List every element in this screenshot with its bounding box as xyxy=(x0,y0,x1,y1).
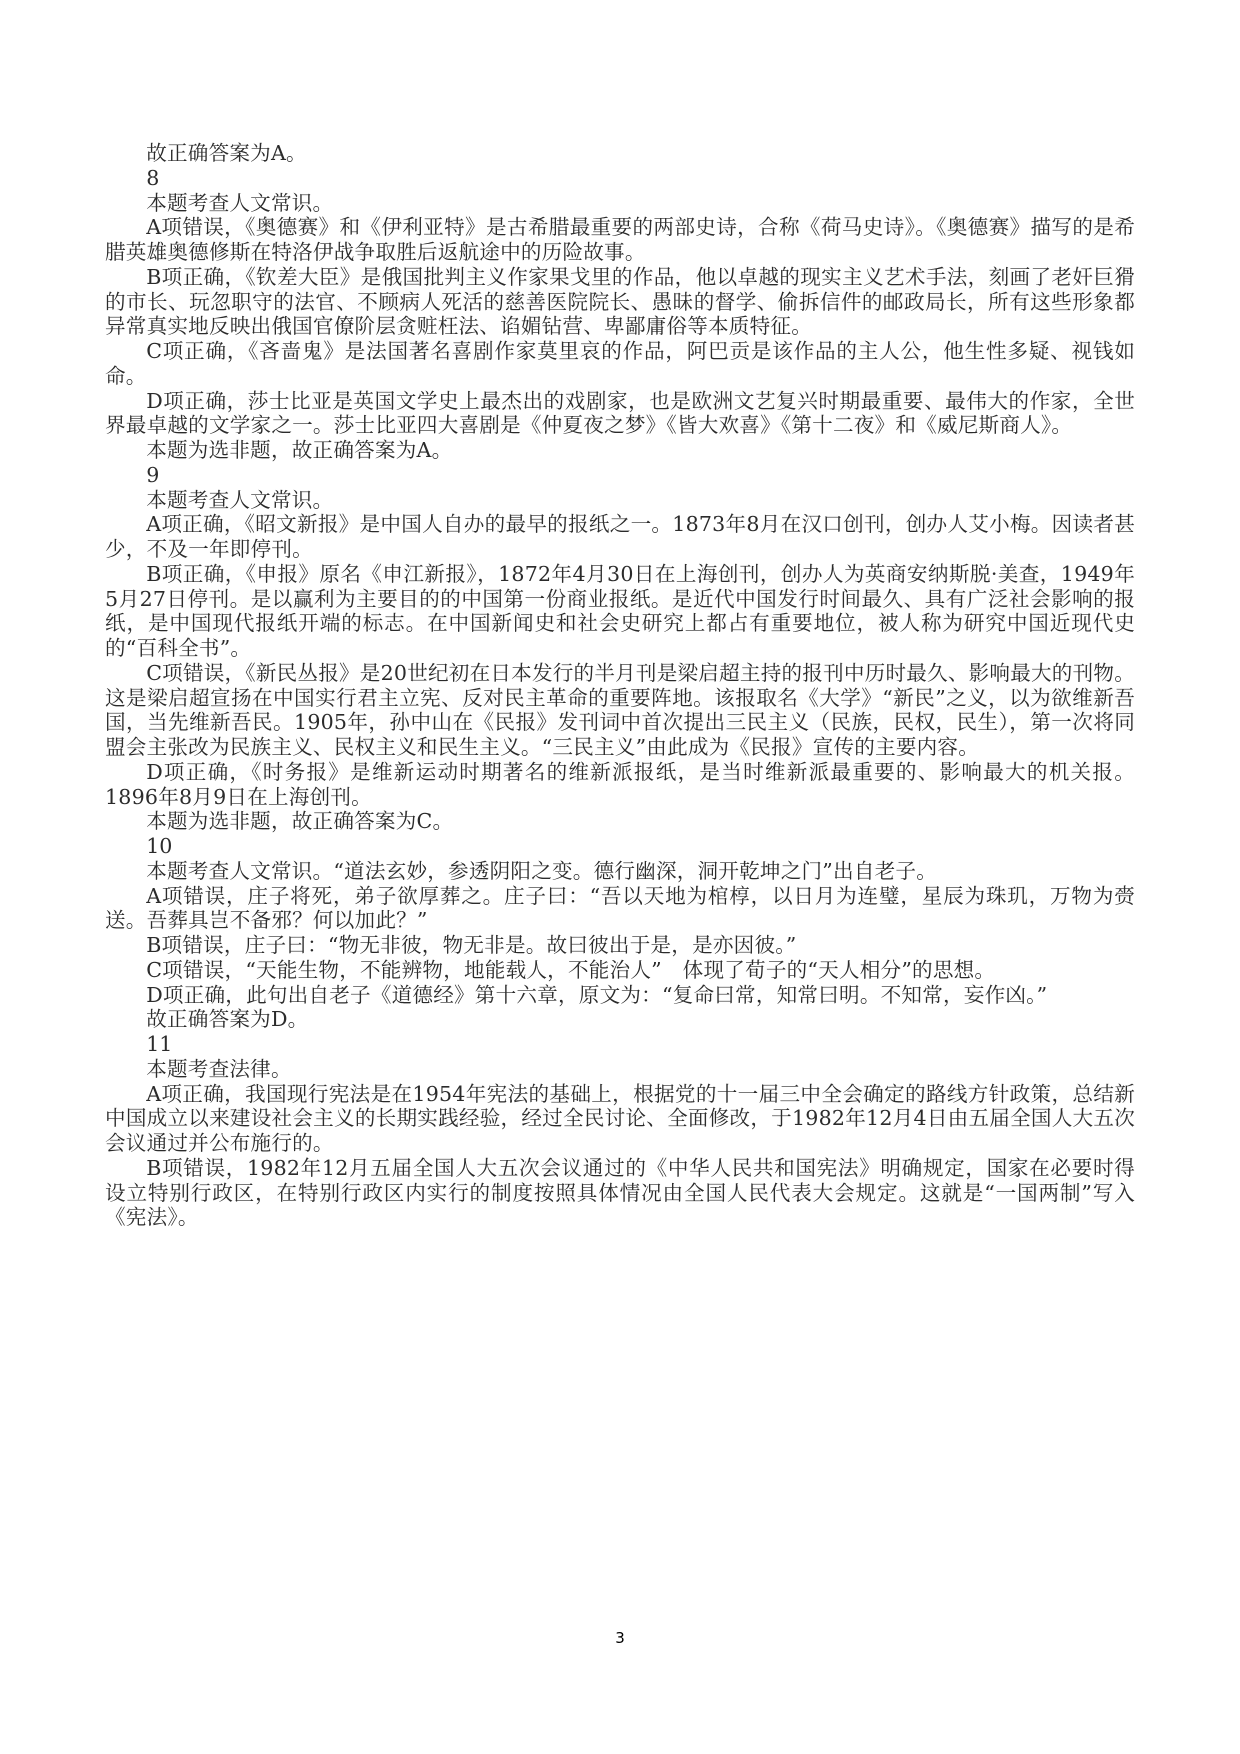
option-c-explanation-q8: C项正确，《吝啬鬼》是法国著名喜剧作家莫里哀的作品，阿巴贡是该作品的主人公，他生性多疑、视钱如命。 xyxy=(105,339,1135,388)
question-number-9: 9 xyxy=(146,462,160,487)
option-a-explanation-q8: A项错误，《奥德赛》和《伊利亚特》是古希腊最重要的两部史诗，合称《荷马史诗》。《奥德赛》描写的是希腊英雄奥德修斯在特洛伊战争取胜后返航途中的历险故事。 xyxy=(105,215,1135,264)
option-b-explanation-q11: B项错误，1982年12月五届全国人大五次会议通过的《中华人民共和国宪法》明确规定，国家在必要时得设立特别行政区，在特别行政区内实行的制度按照具体情况由全国人民代表大会规定。这就是“一国两制”写入《宪法》。 xyxy=(105,1155,1135,1230)
answer-line-q7: 故正确答案为A。 xyxy=(146,141,307,165)
option-c-explanation-q10: C项错误，“天能生物，不能辨物，地能载人，不能治人” 体现了荀子的“天人相分”的思想。 xyxy=(146,957,996,982)
topic-line-q9: 本题考查人文常识。 xyxy=(146,487,334,512)
option-a-explanation-q9: A项正确，《昭文新报》是中国人自办的最早的报纸之一。1873年8月在汉口创刊，创办人艾小梅。因读者甚少，不及一年即停刊。 xyxy=(105,512,1135,561)
document-body xyxy=(105,141,1135,1230)
option-b-explanation-q9: B项正确，《申报》原名《申江新报》，1872年4月30日在上海创刊，创办人为英商安纳斯脱·美查，1949年5月27日停刊。是以赢利为主要目的的中国第一份商业报纸。是近代中国发行时间最久、具有广泛社会影响的报纸，是中国现代报纸开端的标志。在中国新闻史和社会史研究上都占有重要地位，被人称为研究中国近现代史的“百科全书”。 xyxy=(105,561,1135,660)
option-b-explanation-q8: B项正确，《钦差大臣》是俄国批判主义作家果戈里的作品，他以卓越的现实主义艺术手法，刻画了老奸巨猾的市长、玩忽职守的法官、不顾病人死活的慈善医院院长、愚昧的督学、偷拆信件的邮政局长，所有这些形象都异常真实地反映出俄国官僚阶层贪赃枉法、谄媚钻营、卑鄙庸俗等本质特征。 xyxy=(105,264,1135,339)
answer-line-q10: 故正确答案为D。 xyxy=(146,1007,309,1032)
option-a-explanation-q11: A项正确，我国现行宪法是在1954年宪法的基础上，根据党的十一届三中全会确定的路线方针政策，总结新中国成立以来建设社会主义的长期实践经验，经过全民讨论、全面修改，于1982年12月4日由五届全国人大五次会议通过并公布施行的。 xyxy=(105,1081,1135,1155)
question-number-8: 8 xyxy=(146,165,160,190)
option-a-explanation-q10: A项错误，庄子将死，弟子欲厚葬之。庄子曰：“吾以天地为棺椁，以日月为连璧，星辰为珠玑，万物为赍送。吾葬具岂不备邪？何以加此？” xyxy=(105,883,1135,933)
question-number-11: 11 xyxy=(146,1032,173,1056)
question-number-10: 10 xyxy=(146,834,173,858)
option-c-explanation-q9: C项错误，《新民丛报》是20世纪初在日本发行的半月刊是梁启超主持的报刊中历时最久、影响最大的刊物。这是梁启超宣扬在中国实行君主立宪、反对民主革命的重要阵地。该报取名《大学》“新民”之义，以为欲维新吾国，当先维新吾民。1905年，孙中山在《民报》发刊词中首次提出三民主义（民族，民权，民生），第一次将同盟会主张改为民族主义、民权主义和民生主义。“三民主义”由此成为《民报》宣传的主要内容。 xyxy=(105,660,1135,759)
page-number: 3 xyxy=(615,1629,625,1647)
topic-line-q11: 本题考查法律。 xyxy=(146,1056,292,1081)
answer-line-q8: 本题为选非题，故正确答案为A。 xyxy=(146,438,453,462)
option-b-explanation-q10: B项错误，庄子曰：“物无非彼，物无非是。故曰彼出于是，是亦因彼。” xyxy=(146,933,797,957)
option-d-explanation-q9: D项正确，《时务报》是维新运动时期著名的维新派报纸，是当时维新派最重要的、影响最大的机关报。1896年8月9日在上海创刊。 xyxy=(105,759,1135,809)
option-d-explanation-q8: D项正确，莎士比亚是英国文学史上最杰出的戏剧家，也是欧洲文艺复兴时期最重要、最伟大的作家，全世界最卓越的文学家之一。莎士比亚四大喜剧是《仲夏夜之梦》《皆大欢喜》《第十二夜》和《威尼斯商人》。 xyxy=(105,388,1135,438)
answer-line-q9: 本题为选非题，故正确答案为C。 xyxy=(146,809,454,834)
topic-line-q10: 本题考查人文常识。“道法玄妙，参透阴阳之变。德行幽深，洞开乾坤之门”出自老子。 xyxy=(146,858,938,883)
topic-line-q8: 本题考查人文常识。 xyxy=(146,190,334,215)
option-d-explanation-q10: D项正确，此句出自老子《道德经》第十六章，原文为：“复命曰常，知常曰明。不知常，妄作凶。” xyxy=(146,982,1048,1007)
